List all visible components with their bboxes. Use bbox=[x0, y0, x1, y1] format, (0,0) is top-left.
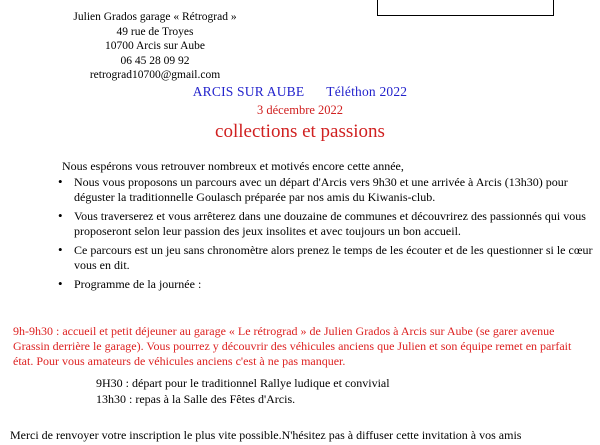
event-heading bbox=[0, 84, 600, 100]
event-theme: collections et passions bbox=[215, 121, 385, 142]
sender-line-3: 10700 Arcis sur Aube bbox=[105, 40, 205, 52]
event-location: ARCIS SUR AUBE bbox=[192, 84, 305, 99]
intro-paragraph: Nous espérons vous retrouver nombreux et motivés encore cette année, bbox=[62, 159, 404, 173]
list-item: • Vous traverserez et vous arrêterez dans une douzaine de communes et découvrirez des passionnés qui vous proposeront selon leur passion des jeux insolites et avec toujours un bon accueil. bbox=[58, 209, 598, 239]
bullet-list bbox=[36, 175, 598, 295]
sender-address-block bbox=[30, 10, 280, 83]
sender-line-4: 06 45 28 09 92 bbox=[120, 54, 190, 67]
sender-line-1: Julien Grados garage « Rétrograd » bbox=[73, 11, 237, 23]
sender-line-2: 49 rue de Troyes bbox=[116, 25, 194, 38]
list-item: • Ce parcours est un jeu sans chronomètre alors prenez le temps de les écouter et de les questionner si le cœur vous en dit. bbox=[58, 243, 598, 273]
event-name: Téléthon 2022 bbox=[326, 84, 408, 99]
schedule-line-1: 9H30 : départ pour le traditionnel Rallye ludique et convivial bbox=[96, 376, 390, 390]
sender-line-5: retrograd10700@gmail.com bbox=[89, 69, 221, 81]
list-item: • Programme de la journée : bbox=[58, 277, 598, 292]
schedule-line-2: 13h30 : repas à la Salle des Fêtes d'Arcis. bbox=[96, 392, 296, 406]
empty-framed-box bbox=[377, 0, 554, 16]
schedule-block bbox=[96, 375, 546, 407]
footer-note: Merci de renvoyer votre inscription le plus vite possible.N'hésitez pas à diffuser cette invitation à vos amis bbox=[10, 428, 522, 442]
title-block bbox=[0, 84, 600, 143]
red-highlight-paragraph: 9h-9h30 : accueil et petit déjeuner au garage « Le rétrograd » de Julien Grados à Arcis sur Aube (se garer avenue Grassin derrière le garage). Vous pourrez y découvrir des véhicules anciens que Julien et son équipe remet en parfait état. Pour vous amateurs de véhicules anciens c'est à ne pas manquer. bbox=[13, 324, 572, 369]
event-date: 3 décembre 2022 bbox=[256, 103, 344, 117]
list-item: • Nous vous proposons un parcours avec un départ d'Arcis vers 9h30 et une arrivée à Arcis (13h30) pour déguster la traditionnelle Goulasch préparée par nos amis du Kiwanis-club. bbox=[58, 175, 598, 205]
